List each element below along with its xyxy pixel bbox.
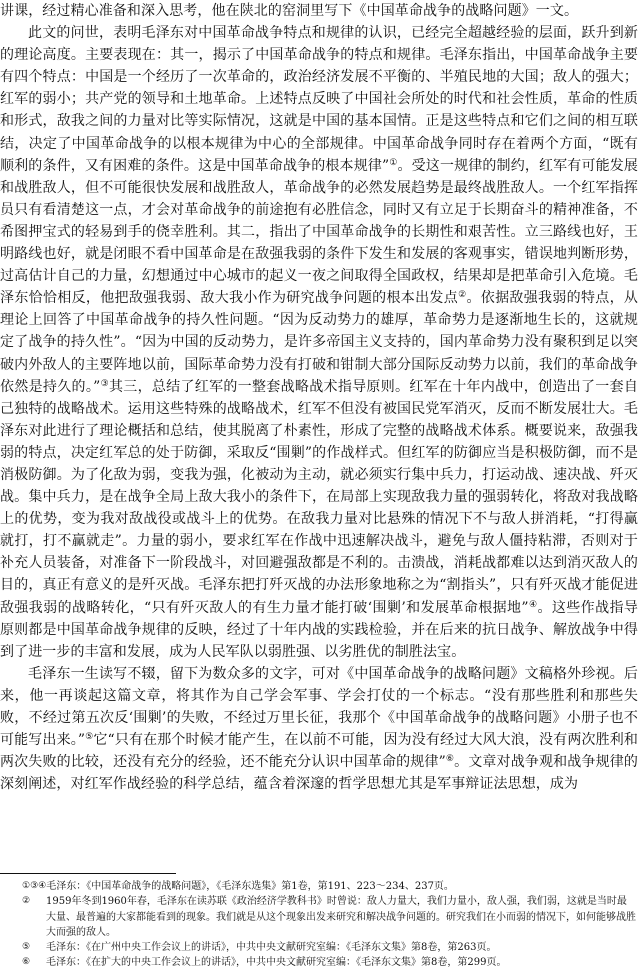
footnote: [0, 894, 640, 940]
footnote-text: 毛泽东：《中国革命战争的战略问题》，《毛泽东选集》第1卷，第191、223～234、237页。: [46, 881, 454, 892]
text-run: 。这些作战指导原则都是中国革命战争规律的反映，经过了十年内战的实践检验，并在后来的抗日战争、解放战争中得到了进一步的丰富和发展，成为人民军队以弱胜强、以劣胜优的制胜法宝。: [0, 599, 638, 660]
text-run: 它“只有在那个时候才能产生，在以前不可能，因为没有经过大风大浪，没有两次胜利和两次失败的比较，还没有充分的经验，还不能充分认识中国革命的规律”: [0, 732, 639, 771]
footnote: [0, 955, 640, 970]
footnote-ref: ⑤: [85, 732, 94, 743]
footnote-text: 毛泽东：《在广州中央工作会议上的讲话》，中共中央文献研究室编：《毛泽东文集》第8卷，第263页。: [46, 942, 497, 954]
footnote-ref: ⑥: [445, 754, 455, 765]
footnote-marker: ⑤: [22, 942, 31, 953]
footnote: [0, 940, 640, 955]
footnote-text: 1959年冬到1960年春，毛泽东在读苏联《政治经济学教科书》时曾说：敌人力量大，我们力量小，敌人强，我们弱，这就是当时最大量、最普遍的大家都能看到的现象。我们就是从这个现象出发来研究和解决战争问题的。研究我们在小而弱的情况下，如何能够战胜大而强的敌人。: [46, 896, 636, 938]
footnote-separator: [0, 873, 176, 874]
footnote: [0, 879, 640, 894]
text-run: 。受这一规律的制约，红军有可能发展和战胜敌人，但不可能很快发展和战胜敌人，革命战争的必然发展趋势是最终战胜敌人。一个红军指挥员只有看清楚这一点，才会对革命战争的前途抱有必胜信念，同时又有立足于长期奋斗的精神准备，不希图押宝式的轻易到手的侥幸胜利。其二，指出了中国革命战争的长期性和艰苦性。立三路线也好，王明路线也好，就是闭眼不看中国革命是在敌强我弱的条件下发生和发展的客观事实，错误地判断形势，过高估计自己的力量，幻想通过中心城市的起义一夜之间取得全国政权，结果却是把革命引入危境。毛泽东恰恰相反，他把敌强我弱、敌大我小作为研究战争问题的根本出发点: [0, 157, 638, 307]
text-run: 毛泽东一生读写不辍，留下为数众多的文字，可对《中国革命战争的战略问题》文稿格外珍视。后来，他一再谈起这篇文章，将其作为自己学会军事、学会打仗的一个标志。“没有那些胜利和那些失败，不经过第五次反‘围剿’的失败，不经过万里长征，我那个《中国革命战争的战略问题》小册子也不可能写出来。”: [0, 665, 638, 749]
paragraph: [0, 663, 640, 796]
footnotes: [0, 879, 640, 971]
footnote-marker: ⑥: [22, 957, 31, 968]
text-run: 讲课，经过精心准备和深入思考，他在陕北的窑洞里写下《中国革命战争的战略问题》一文。: [0, 3, 579, 19]
paragraph: [0, 22, 640, 663]
paragraph: [0, 0, 640, 22]
footnote-marker: ①③④: [22, 881, 47, 891]
footnote-ref: ②: [458, 290, 467, 301]
text-run: 。依据敌强我弱的特点，从理论上回答了中国革命战争的持久性问题。“因为反动势力的雄厚，革命势力是逐渐地生长的，这就规定了战争的持久性”。“因为中国的反动势力，是许多帝国主义支持的，国内革命势力没有聚积到足以突破内外敌人的主要阵地以前，国际革命势力没有打破和钳制大部分国际反动势力以前，我们的革命战争依然是持久的。”: [0, 290, 639, 395]
footnote-ref: ①: [389, 157, 398, 168]
text-run: 。文章对战争观和战争规律的深刻阐述，对红军作战经验的科学总结，蕴含着深邃的哲学思想尤其是军事辩证法思想，成为: [0, 754, 638, 793]
footnote-ref: ④: [528, 599, 538, 610]
footnote-ref: ③: [100, 378, 109, 389]
text-run: 此文的问世，表明毛泽东对中国革命战争特点和规律的认识，已经完全超越经验的层面，跃升到新的理论高度。主要表现在：其一，揭示了中国革命战争的特点和规律。毛泽东指出，中国革命战争主要有四个特点：中国是一个经历了一次革命的，政治经济发展不平衡的、半殖民地的大国；敌人的强大；红军的弱小；共产党的领导和土地革命。上述特点反映了中国社会所处的时代和社会性质，革命的性质和形式，敌我之间的力量对比等实际情况，这就是中国的基本国情。正是这些特点和它们之间的相互联结，决定了中国革命战争的以根本规律为中心的全部规律。中国革命战争同时存在着两个方面，“既有顺利的条件，又有困难的条件。这是中国革命战争的根本规律”: [0, 25, 638, 174]
footnote-marker: ②: [22, 896, 31, 907]
text-run: 其三，总结了红军的一整套战略战术指导原则。红军在十年内战中，创造出了一套自己独特的战略战术。运用这些特殊的战略战术，红军不但没有被国民党军消灭，反而不断发展壮大。毛泽东对此进行了理论概括和总结，使其脱离了朴素性，形成了完整的战略战术体系。概要说来，敌强我弱的特点，决定红军总的处于防御，采取反“围剿”的作战样式。但红军的防御应当是积极防御，而不是消极防御。为了化敌为弱，变我为强，化被动为主动，就必须实行集中兵力，打运动战、速决战、歼灭战。集中兵力，是在战争全局上敌大我小的条件下，在局部上实现敌我力量的强弱转化，将敌对我战略上的优势，变为我对敌战役或战斗上的优势。在敌我力量对比悬殊的情况下不与敌人拼消耗，“打得赢就打，打不赢就走”。力量的弱小，要求红军在作战中迅速解决战斗，避免与敌人僵持粘滞，否则对于补充人员装备，对准备下一阶段战斗，对回避强敌都是不利的。击溃战，消耗战都难以达到消灭敌人的目的，真正有意义的是歼灭战。毛泽东把打歼灭战的办法形象地称之为“割指头”，只有歼灭战才能促进敌强我弱的战略转化，“只有歼灭敌人的有生力量才能打破‘围剿’和发展革命根据地”: [0, 378, 638, 616]
footnote-text: 毛泽东：《在扩大的中央工作会议上的讲话》，中共中央文献研究室编：《毛泽东文集》第8卷，第299页。: [46, 957, 507, 969]
